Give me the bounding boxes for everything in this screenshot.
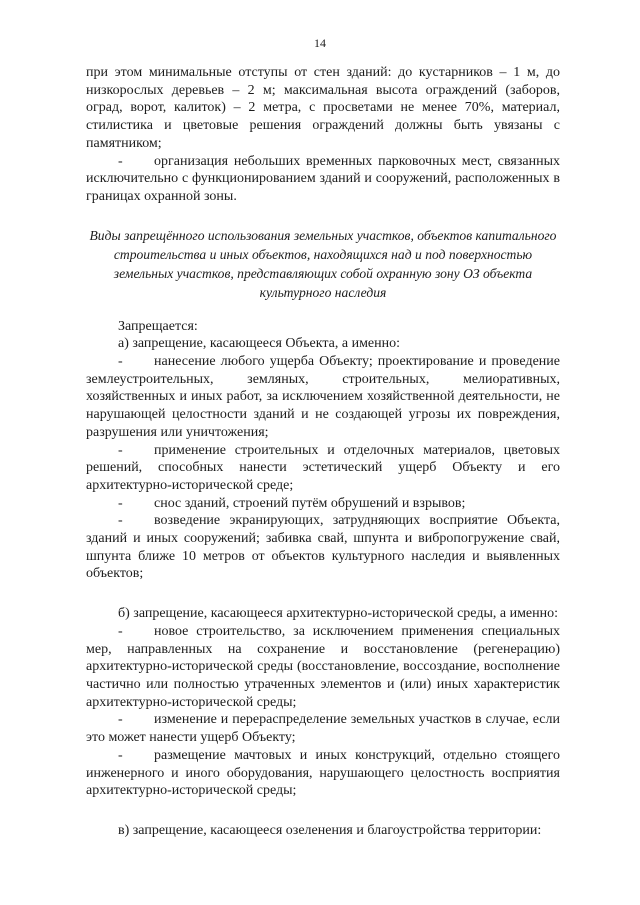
list-item-mast-structures (86, 747, 560, 800)
list-item-new-construction (86, 623, 560, 712)
dash-marker: - (118, 712, 123, 728)
list-item-text: новое строительство, за исключением применения специальных мер, направленных на сохранение и восстановление (регенерацию) архитектурно-исторической среды (восстановление, воссоздание, восполнение частично или полностью утраченных элементов и (или) иных характеристик архитектурно-исторической среды; (86, 623, 560, 710)
subsection-a-title: а) запрещение, касающееся Объекта, а именно: (118, 336, 401, 352)
dash-marker: - (118, 513, 123, 529)
dash-marker: - (118, 354, 123, 370)
list-item-parking (86, 153, 560, 206)
list-item-text: нанесение любого ущерба Объекту; проектирование и проведение землеустроительных, земляных, строительных, мелиоративных, хозяйственных и иных работ, за исключением хозяйственной деятельности, не нарушающей целостности зданий и не создающей угрозы их повреждения, разрушения или уничтожения; (86, 354, 560, 440)
list-item-damage (86, 353, 560, 442)
subsection-b-title: б) запрещение, касающееся архитектурно-исторической среды, а именно: (118, 606, 559, 622)
dash-marker: - (118, 623, 123, 639)
list-item-text: снос зданий, строений путём обрушений и взрывов; (154, 495, 466, 511)
subsection-v-title: в) запрещение, касающееся озеленения и благоустройства территории: (118, 822, 542, 838)
page-number: 14 (314, 36, 326, 50)
list-item-text: возведение экранирующих, затрудняющих восприятие Объекта, зданий и иных сооружений; забивка свай, шпунта и вибропогружение свай, шпунта ближе 10 метров от объектов культурного наследия и выявленных объектов; (86, 513, 560, 582)
list-item-materials (86, 442, 560, 495)
dash-marker: - (118, 747, 123, 763)
dash-marker: - (118, 495, 123, 511)
list-item-text: организация небольших временных парковочных мест, связанных исключительно с функционированием зданий и сооружений, расположенных в границах охранной зоны. (86, 153, 560, 204)
section-heading: Виды запрещённого использования земельных участков, объектов капитального строительства и иных объектов, находящихся над и под поверхностью земельных участков, представляющих собой охранную зону ОЗ объекта культурного наследия (89, 227, 557, 300)
document-body (86, 64, 560, 840)
list-item-text: применение строительных и отделочных материалов, цветовых решений, способных нанести эстетический ущерб Объекту и его архитектурно-исторической среде; (86, 442, 560, 493)
list-item-text: размещение мачтовых и иных конструкций, отдельно стоящего инженерного и иного оборудования, нарушающего целостность восприятия архитектурно-исторической среды; (86, 747, 560, 799)
dash-marker: - (118, 153, 123, 169)
dash-marker: - (118, 442, 123, 458)
list-item-demolition (86, 495, 560, 513)
list-item-land-plots (86, 711, 560, 746)
list-item-text: изменение и перераспределение земельных участков в случае, если это может нанести ущерб Объекту; (86, 712, 560, 746)
paragraph-fence-requirements: при этом минимальные отступы от стен зданий: до кустарников – 1 м, до низкорослых деревьев – 2 м; максимальная высота ограждений (заборов, оград, ворот, калиток) – 2 метра, с просветами не менее 70%, материал, стилистика и цветовые решения ограждений должны быть увязаны с памятником; (86, 65, 560, 151)
list-item-screening-buildings (86, 512, 560, 583)
prohibited-label: Запрещается: (118, 318, 198, 334)
